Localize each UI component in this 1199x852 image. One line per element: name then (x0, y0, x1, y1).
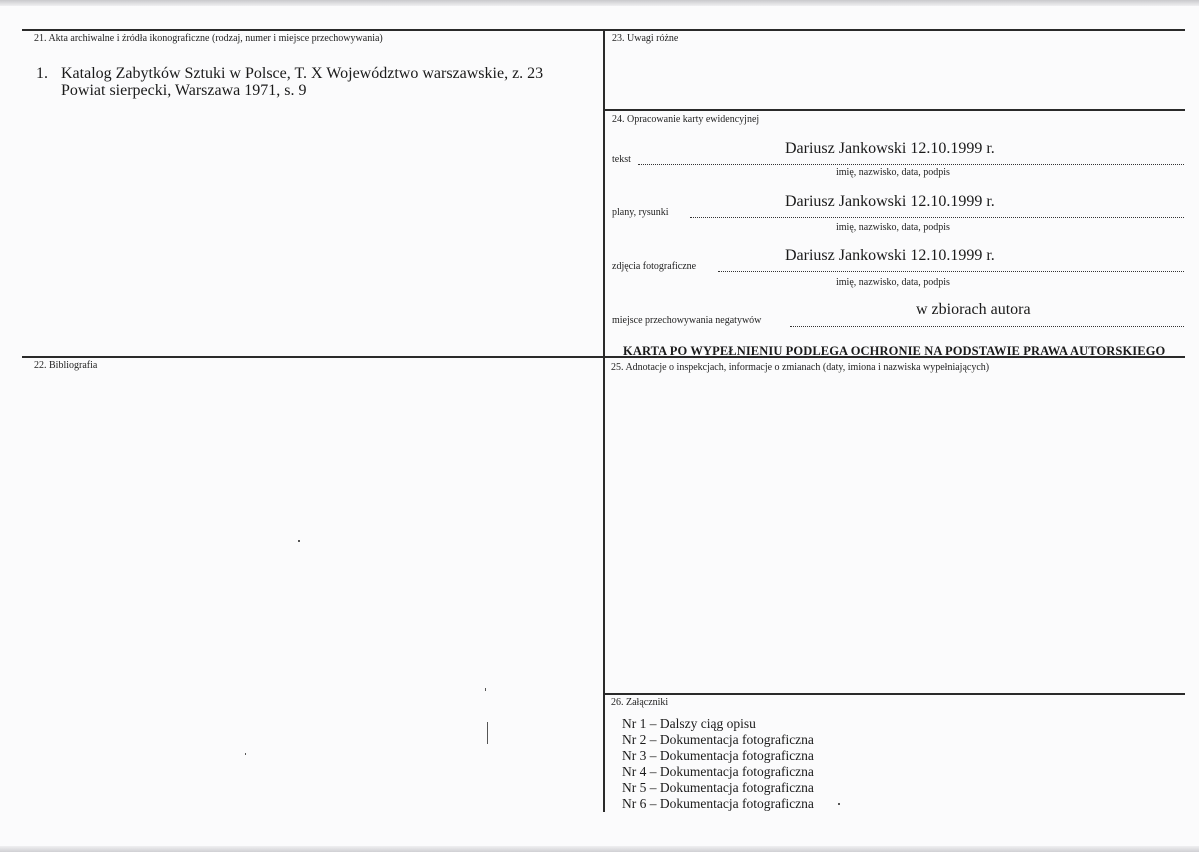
attachment-item: Nr 4 – Dokumentacja fotograficzna (622, 764, 814, 779)
scan-edge-bottom (0, 846, 1199, 852)
rule-23-24 (603, 109, 1185, 111)
attachment-item: Nr 3 – Dokumentacja fotograficzna (622, 748, 814, 763)
scan-speck (245, 753, 246, 755)
signature-value-photos: Dariusz Jankowski 12.10.1999 r. (785, 247, 995, 264)
signature-line-text (638, 164, 1184, 165)
attachment-item: Nr 1 – Dalszy ciąg opisu (622, 716, 756, 731)
rule-25-26 (603, 693, 1185, 695)
field-label-plans: plany, rysunki (612, 207, 669, 218)
copyright-notice: KARTA PO WYPEŁNIENIU PODLEGA OCHRONIE NA PODSTAWIE PRAWA AUTORSKIEGO (623, 344, 1166, 358)
archive-item-line-1: Katalog Zabytków Sztuki w Polsce, T. X Województwo warszawskie, z. 23 (61, 65, 544, 82)
scan-edge-top (0, 0, 1199, 6)
section-24-label: 24. Opracowanie karty ewidencyjnej (612, 114, 760, 125)
negatives-location-line (790, 326, 1184, 327)
signature-hint-photos: imię, nazwisko, data, podpis (836, 277, 950, 288)
field-label-photos: zdjęcia fotograficzne (612, 261, 697, 272)
attachment-item: Nr 5 – Dokumentacja fotograficzna (622, 780, 814, 795)
section-21-label: 21. Akta archiwalne i źródła ikonograficzne (rodzaj, numer i miejsce przechowywania) (34, 33, 383, 44)
negatives-location-value: w zbiorach autora (916, 301, 1031, 318)
archive-item-number: 1. (36, 65, 48, 82)
section-25-label: 25. Adnotacje o inspekcjach, informacje o zmianach (daty, imiona i nazwiska wypełniających) (611, 362, 990, 373)
section-22-label: 22. Bibliografia (34, 360, 98, 371)
section-26-label: 26. Załączniki (611, 697, 669, 708)
attachment-item: Nr 6 – Dokumentacja fotograficzna (622, 796, 814, 811)
scan-speck (485, 688, 486, 691)
field-label-negatives: miejsce przechowywania negatywów (612, 315, 762, 326)
signature-hint-text: imię, nazwisko, data, podpis (836, 167, 950, 178)
signature-line-plans (690, 217, 1184, 218)
scan-speck (298, 540, 300, 542)
scan-speck (838, 803, 840, 805)
signature-value-text: Dariusz Jankowski 12.10.1999 r. (785, 140, 995, 157)
section-23-label: 23. Uwagi różne (612, 33, 679, 44)
signature-hint-plans: imię, nazwisko, data, podpis (836, 222, 950, 233)
signature-value-plans: Dariusz Jankowski 12.10.1999 r. (785, 193, 995, 210)
field-label-text: tekst (612, 154, 631, 165)
archive-item-line-2: Powiat sierpecki, Warszawa 1971, s. 9 (61, 82, 307, 99)
scan-speck (487, 722, 488, 744)
signature-line-photos (718, 271, 1184, 272)
attachment-item: Nr 2 – Dokumentacja fotograficzna (622, 732, 814, 747)
